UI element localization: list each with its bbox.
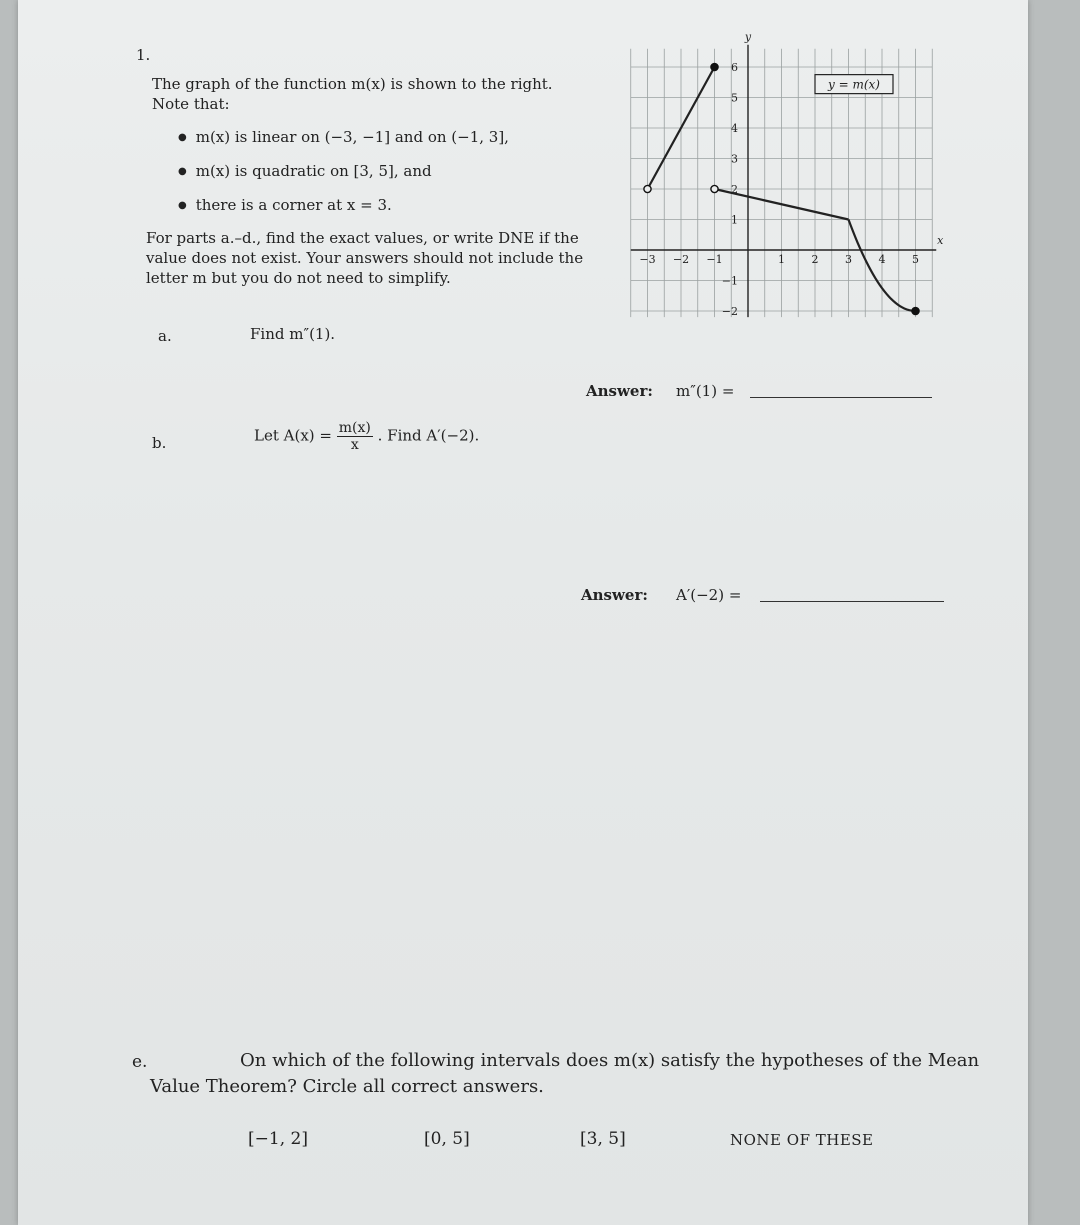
y-tick-label: 6 [731, 61, 738, 74]
y-tick-label: −1 [721, 274, 738, 288]
part-a-answer-label: Answer: [586, 382, 653, 400]
instructions-line-3: letter m but you do not need to simplify. [146, 269, 451, 287]
x-axis-label: x [937, 234, 944, 247]
part-a-label: a. [158, 327, 172, 345]
closed-endpoint [912, 307, 919, 314]
part-b-answer-blank[interactable] [760, 601, 944, 602]
x-tick-label: 4 [878, 253, 886, 266]
y-axis-label: y [744, 30, 752, 44]
part-b-label: b. [152, 434, 167, 452]
graph-legend [815, 75, 893, 94]
part-e-prompt-line-2: Value Theorem? Circle all correct answers. [150, 1076, 544, 1097]
x-tick-label: −2 [672, 253, 690, 266]
exam-page [18, 0, 1028, 1225]
problem-number: 1. [136, 46, 151, 64]
choice-interval-0-5[interactable]: [0, 5] [424, 1129, 470, 1149]
open-endpoint [644, 185, 651, 192]
y-tick-label: 4 [731, 122, 738, 135]
y-tick-label: 5 [731, 91, 738, 105]
choice-interval-3-5[interactable]: [3, 5] [580, 1129, 626, 1149]
part-a-answer-blank[interactable] [750, 397, 932, 398]
condition-item: ● m(x) is linear on (−3, −1] and on (−1, 3], [178, 128, 509, 146]
part-e-label: e. [132, 1052, 148, 1072]
part-b-answer-expr: A′(−2) = [676, 586, 742, 604]
intro-line-1: The graph of the function m(x) is shown to the right. [152, 75, 553, 93]
legend-label: y = m(x) [828, 77, 880, 92]
intro-line-2: Note that: [152, 95, 230, 113]
choice-interval-neg1-2[interactable]: [−1, 2] [248, 1129, 308, 1149]
x-tick-label: 3 [845, 253, 852, 266]
closed-endpoint [711, 63, 718, 70]
x-tick-label: 1 [778, 253, 785, 266]
part-a-prompt: Find m″(1). [250, 325, 336, 343]
choice-none-of-these[interactable]: NONE OF THESE [730, 1131, 874, 1149]
fraction-numerator: m(x) [338, 420, 371, 436]
x-tick-label: 5 [912, 253, 919, 266]
x-tick-label: −3 [639, 253, 656, 266]
part-e-prompt-line-1: On which of the following intervals does m(x) satisfy the hypotheses of the Mean [240, 1050, 980, 1071]
x-tick-label: 2 [811, 253, 819, 266]
instructions-line-1: For parts a.–d., find the exact values, or write DNE if the [146, 229, 579, 247]
part-a-answer-expr: m″(1) = [676, 382, 735, 400]
x-tick-label: −1 [706, 253, 723, 266]
instructions-line-2: value does not exist. Your answers should not include the [146, 249, 584, 267]
part-b-prompt [254, 420, 479, 453]
y-tick-label: −2 [721, 305, 738, 318]
fraction-denominator: x [350, 437, 359, 453]
function-graph [616, 30, 944, 326]
part-b-suffix: . Find A′(−2). [377, 426, 480, 445]
condition-item: ● m(x) is quadratic on [3, 5], and [178, 162, 432, 180]
y-tick-label: 3 [731, 152, 738, 166]
y-tick-label: 1 [731, 213, 738, 227]
part-b-fraction [337, 420, 373, 453]
condition-item: ● there is a corner at x = 3. [178, 196, 392, 214]
open-endpoint [711, 185, 718, 192]
part-b-answer-label: Answer: [581, 586, 648, 604]
y-tick-label: 2 [731, 183, 738, 196]
part-b-prefix: Let A(x) = [254, 426, 332, 445]
